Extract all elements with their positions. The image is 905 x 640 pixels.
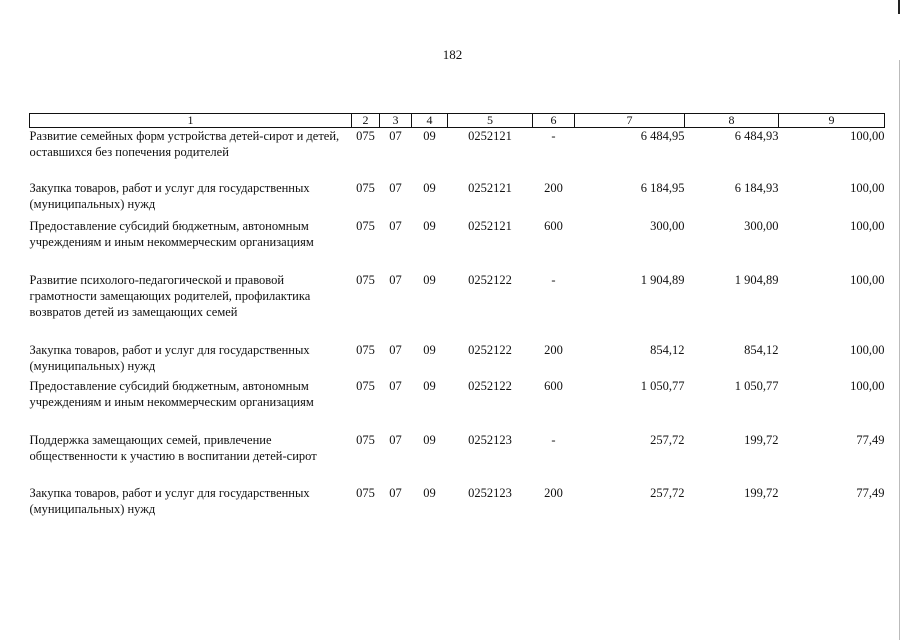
cell-col2: 075 bbox=[356, 342, 375, 357]
col-header-3: 3 bbox=[380, 114, 412, 128]
cell-col9: 100,00 bbox=[850, 129, 885, 143]
cell-col2: 075 bbox=[356, 218, 375, 233]
row-name: Поддержка замещающих семей, привлечение общественности к участию в воспитании детей-сирот bbox=[29, 432, 317, 463]
table-row bbox=[30, 432, 885, 485]
col-header-5: 5 bbox=[448, 114, 533, 128]
col-header-9: 9 bbox=[779, 114, 885, 128]
row-name: Закупка товаров, работ и услуг для государственных (муниципальных) нужд bbox=[29, 180, 310, 211]
cell-col9: 77,49 bbox=[856, 432, 885, 447]
cell-col2: 075 bbox=[356, 129, 375, 143]
table-row bbox=[30, 218, 885, 272]
cell-col3: 07 bbox=[389, 218, 402, 233]
cell-col4: 09 bbox=[423, 218, 436, 233]
cell-col7: 257,72 bbox=[650, 485, 685, 500]
cell-col9: 100,00 bbox=[850, 218, 885, 233]
cell-col8: 854,12 bbox=[744, 342, 779, 357]
cell-col3: 07 bbox=[389, 378, 402, 393]
cell-col6: 200 bbox=[544, 485, 563, 500]
cell-col4: 09 bbox=[423, 272, 436, 287]
row-name: Развитие семейных форм устройства детей-сирот и детей, оставшихся без попечения родителей bbox=[29, 129, 340, 159]
cell-col8: 6 484,93 bbox=[734, 129, 779, 143]
row-name: Предоставление субсидий бюджетным, автономным учреждениям и иным некоммерческим организациям bbox=[29, 378, 314, 409]
cell-col3: 07 bbox=[389, 432, 402, 447]
cell-col4: 09 bbox=[423, 342, 436, 357]
col-header-7: 7 bbox=[575, 114, 685, 128]
cell-col2: 075 bbox=[356, 378, 375, 393]
cell-col4: 09 bbox=[423, 485, 436, 500]
cell-col2: 075 bbox=[356, 485, 375, 500]
table-row bbox=[30, 485, 885, 521]
cell-col8: 300,00 bbox=[744, 218, 779, 233]
cell-col7: 6 184,95 bbox=[640, 180, 685, 195]
cell-col5: 0252121 bbox=[468, 180, 512, 195]
cell-col6: - bbox=[551, 129, 556, 143]
cell-col3: 07 bbox=[389, 272, 402, 287]
cell-col5: 0252123 bbox=[468, 432, 512, 447]
cell-col4: 09 bbox=[423, 129, 436, 143]
cell-col9: 100,00 bbox=[850, 378, 885, 393]
cell-col4: 09 bbox=[423, 432, 436, 447]
table-header-row bbox=[30, 114, 885, 128]
cell-col8: 1 904,89 bbox=[734, 272, 779, 287]
cell-col2: 075 bbox=[356, 180, 375, 195]
cell-col9: 100,00 bbox=[850, 180, 885, 195]
col-header-1: 1 bbox=[30, 114, 352, 128]
row-name: Развитие психолого-педагогической и правовой грамотности замещающих родителей, профилактика возвратов детей из замещающих семей bbox=[29, 272, 311, 319]
cell-col2: 075 bbox=[356, 432, 375, 447]
cell-col2: 075 bbox=[356, 272, 375, 287]
cell-col7: 257,72 bbox=[650, 432, 685, 447]
cell-col7: 300,00 bbox=[650, 218, 685, 233]
budget-table bbox=[29, 113, 885, 521]
table-row bbox=[30, 378, 885, 432]
cell-col7: 1 050,77 bbox=[640, 378, 685, 393]
cell-col9: 77,49 bbox=[856, 485, 885, 500]
cell-col6: 200 bbox=[544, 342, 563, 357]
page-edge-line bbox=[899, 60, 900, 640]
table-row bbox=[30, 128, 885, 180]
cell-col8: 199,72 bbox=[744, 432, 779, 447]
cell-col6: 600 bbox=[544, 218, 563, 233]
table-row bbox=[30, 180, 885, 218]
cell-col5: 0252122 bbox=[468, 342, 512, 357]
table-row bbox=[30, 342, 885, 378]
cell-col5: 0252121 bbox=[468, 218, 512, 233]
row-name: Закупка товаров, работ и услуг для государственных (муниципальных) нужд bbox=[29, 485, 310, 516]
cell-col3: 07 bbox=[389, 129, 402, 143]
col-header-6: 6 bbox=[533, 114, 575, 128]
cell-col3: 07 bbox=[389, 180, 402, 195]
col-header-8: 8 bbox=[685, 114, 779, 128]
cell-col5: 0252123 bbox=[468, 485, 512, 500]
cell-col8: 6 184,93 bbox=[734, 180, 779, 195]
cell-col7: 854,12 bbox=[650, 342, 685, 357]
cell-col4: 09 bbox=[423, 180, 436, 195]
cell-col3: 07 bbox=[389, 342, 402, 357]
cell-col7: 6 484,95 bbox=[640, 129, 685, 143]
col-header-4: 4 bbox=[412, 114, 448, 128]
cell-col8: 199,72 bbox=[744, 485, 779, 500]
cell-col8: 1 050,77 bbox=[734, 378, 779, 393]
cell-col6: 600 bbox=[544, 378, 563, 393]
cell-col6: - bbox=[551, 272, 556, 287]
cell-col7: 1 904,89 bbox=[640, 272, 685, 287]
page-edge-mark bbox=[898, 0, 900, 14]
cell-col5: 0252121 bbox=[468, 129, 512, 143]
cell-col5: 0252122 bbox=[468, 272, 512, 287]
cell-col5: 0252122 bbox=[468, 378, 512, 393]
table-row bbox=[30, 272, 885, 342]
cell-col4: 09 bbox=[423, 378, 436, 393]
cell-col9: 100,00 bbox=[850, 272, 885, 287]
cell-col9: 100,00 bbox=[850, 342, 885, 357]
col-header-2: 2 bbox=[352, 114, 380, 128]
cell-col6: - bbox=[551, 432, 556, 447]
cell-col6: 200 bbox=[544, 180, 563, 195]
cell-col3: 07 bbox=[389, 485, 402, 500]
page-number: 182 bbox=[442, 47, 463, 62]
row-name: Предоставление субсидий бюджетным, автономным учреждениям и иным некоммерческим организациям bbox=[29, 218, 314, 249]
row-name: Закупка товаров, работ и услуг для государственных (муниципальных) нужд bbox=[29, 342, 310, 373]
